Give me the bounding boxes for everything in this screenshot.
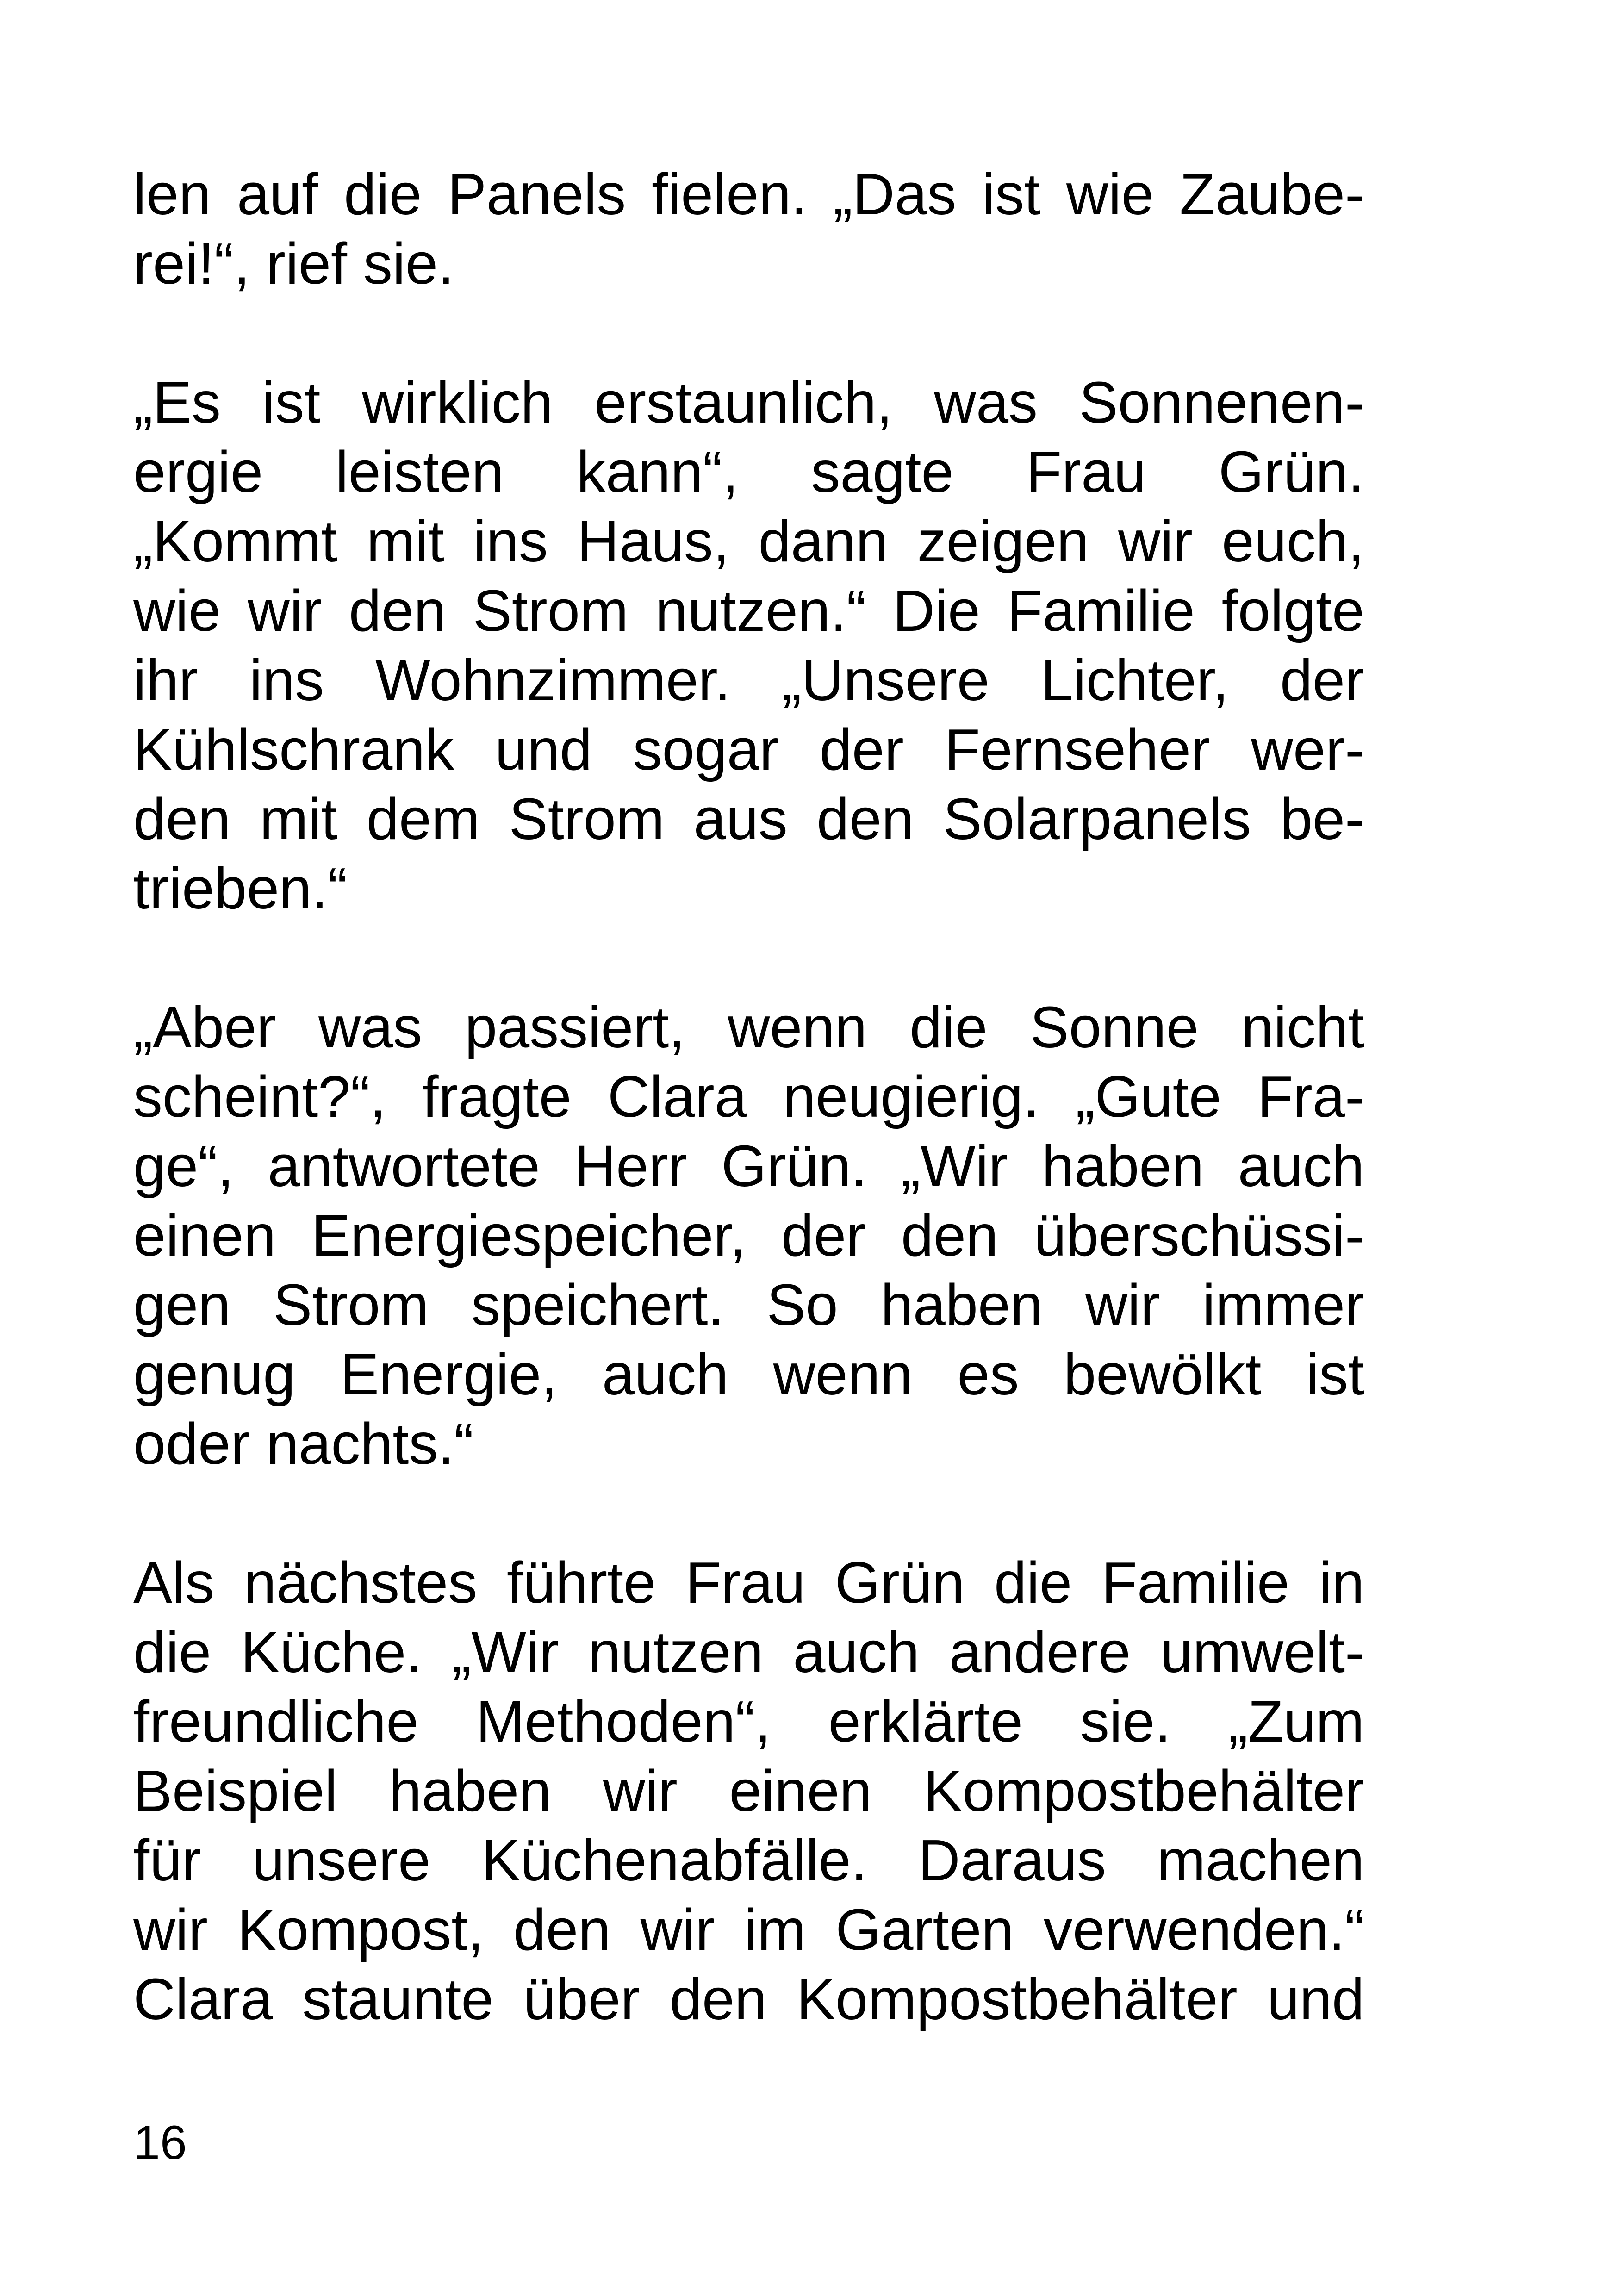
- text-line: freundliche Methoden“, erklärte sie. „Zum: [133, 1689, 1364, 1754]
- text-line: die Küche. „Wir nutzen auch andere umwelt-: [133, 1619, 1364, 1685]
- text-line: „Kommt mit ins Haus, dann zeigen wir euch,: [133, 509, 1364, 574]
- text-line: genug Energie, auch wenn es bewölkt ist: [133, 1342, 1364, 1407]
- text-line: len auf die Panels fielen. „Das ist wie Zaube-: [133, 162, 1364, 227]
- text-line: einen Energiespeicher, der den überschüssi-: [133, 1203, 1364, 1268]
- text-line: Als nächstes führte Frau Grün die Familie in: [133, 1550, 1364, 1615]
- text-line: ergie leisten kann“, sagte Frau Grün.: [133, 439, 1364, 504]
- text-line: rei!“, rief sie.: [133, 231, 454, 296]
- text-line: wie wir den Strom nutzen.“ Die Familie folgte: [133, 578, 1364, 643]
- paragraph-3: [133, 993, 1364, 1479]
- paragraph-4: [133, 1548, 1364, 2034]
- text-line: Kühlschrank und sogar der Fernseher wer-: [133, 717, 1364, 782]
- text-line: den mit dem Strom aus den Solarpanels be-: [133, 786, 1364, 852]
- text-line: gen Strom speichert. So haben wir immer: [133, 1272, 1364, 1338]
- text-line: scheint?“, fragte Clara neugierig. „Gute Fra-: [133, 1064, 1364, 1129]
- paragraph-1: [133, 160, 1364, 299]
- text-line: für unsere Küchenabfälle. Daraus machen: [133, 1828, 1364, 1893]
- text-line: ihr ins Wohnzimmer. „Unsere Lichter, der: [133, 647, 1364, 713]
- text-line: „Es ist wirklich erstaunlich, was Sonnenen-: [133, 370, 1364, 435]
- text-line: „Aber was passiert, wenn die Sonne nicht: [133, 995, 1364, 1060]
- paragraph-2: [133, 368, 1364, 923]
- text-line: Beispiel haben wir einen Kompostbehälter: [133, 1758, 1364, 1823]
- text-line: oder nachts.“: [133, 1411, 474, 1476]
- text-line: wir Kompost, den wir im Garten verwenden.“: [133, 1897, 1364, 1962]
- text-line: Clara staunte über den Kompostbehälter und: [133, 1966, 1364, 2032]
- page-number: 16: [133, 2116, 187, 2170]
- text-line: trieben.“: [133, 856, 348, 921]
- text-line: ge“, antwortete Herr Grün. „Wir haben auch: [133, 1133, 1364, 1199]
